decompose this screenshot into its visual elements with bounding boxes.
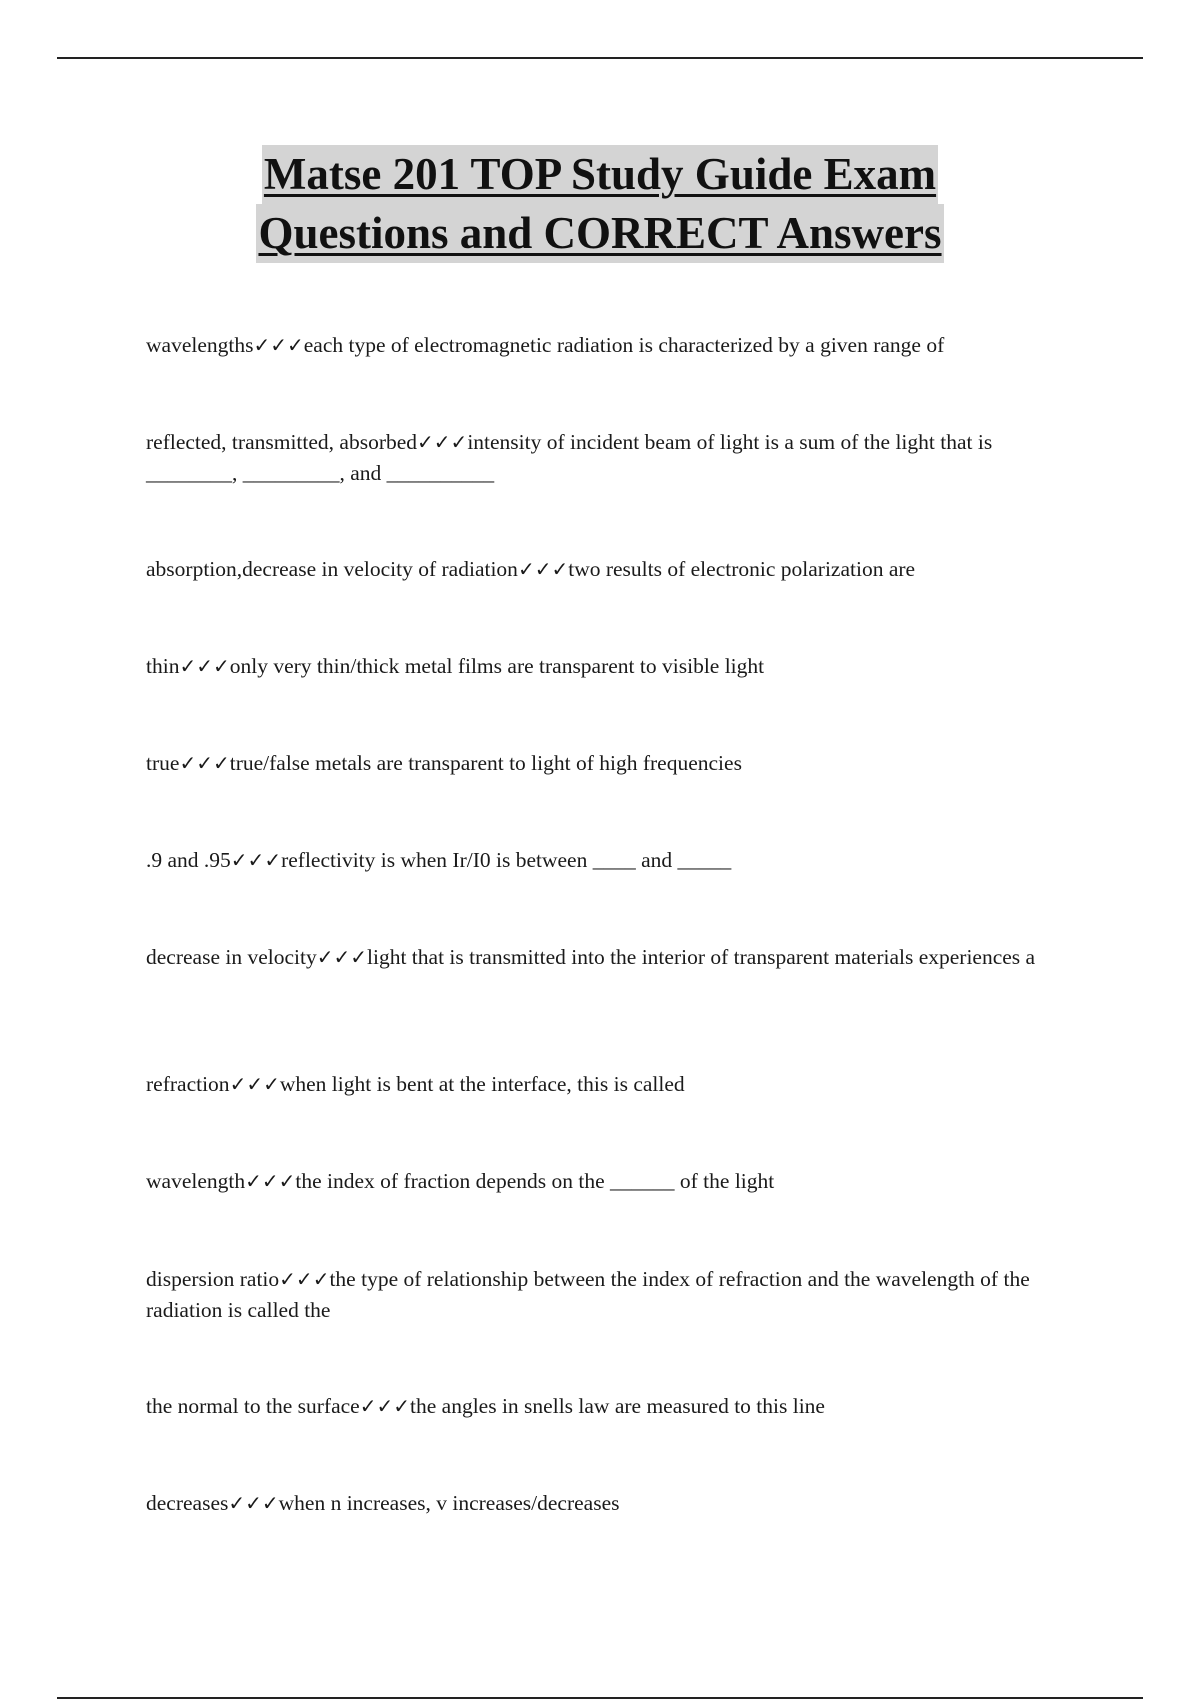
qa-entry: [146, 845, 1066, 876]
question-text: when n increases, v increases/decreases: [278, 1491, 620, 1515]
answer-text: .9 and .95: [146, 848, 231, 872]
question-text: intensity of incident beam of light is a sum of the light that is ________, _________, and __________: [146, 430, 998, 485]
answer-text: decreases: [146, 1491, 229, 1515]
bottom-rule: [57, 1697, 1143, 1699]
qa-entry: [146, 942, 1066, 973]
question-text: true/false metals are transparent to light of high frequencies: [229, 751, 742, 775]
checkmark-icon: ✓✓✓: [316, 945, 368, 969]
qa-entry: [146, 748, 1066, 779]
question-text: when light is bent at the interface, this is called: [279, 1072, 685, 1096]
answer-text: wavelength: [146, 1169, 246, 1193]
checkmark-icon: ✓✓✓: [253, 333, 304, 357]
answer-text: absorption,decrease in velocity of radiation: [146, 557, 518, 581]
question-text: only very thin/thick metal films are transparent to visible light: [229, 654, 765, 678]
checkmark-icon: ✓✓✓: [417, 430, 468, 454]
checkmark-icon: ✓✓✓: [279, 1267, 330, 1291]
checkmark-icon: ✓✓✓: [245, 1169, 296, 1193]
qa-entry: [146, 1069, 1066, 1100]
title-line-2: Questions and CORRECT Answers: [256, 204, 943, 263]
question-text: the index of fraction depends on the ______ of the light: [295, 1169, 775, 1193]
question-text: each type of electromagnetic radiation is characterized by a given range of: [303, 333, 945, 357]
answer-text: the normal to the surface: [146, 1394, 360, 1418]
answer-text: true: [146, 751, 180, 775]
qa-entry: [146, 427, 1066, 489]
question-text: the angles in snells law are measured to this line: [410, 1394, 825, 1418]
question-text: light that is transmitted into the interior of transparent materials experiences a: [367, 945, 1036, 969]
answer-text: reflected, transmitted, absorbed: [146, 430, 418, 454]
checkmark-icon: ✓✓✓: [359, 1394, 411, 1418]
checkmark-icon: ✓✓✓: [229, 1072, 280, 1096]
checkmark-icon: ✓✓✓: [179, 654, 230, 678]
checkmark-icon: ✓✓✓: [179, 751, 230, 775]
answer-text: dispersion ratio: [146, 1267, 280, 1291]
qa-entry: [146, 1166, 1066, 1197]
answer-text: wavelengths: [146, 333, 254, 357]
top-rule: [57, 57, 1143, 59]
checkmark-icon: ✓✓✓: [517, 557, 569, 581]
checkmark-icon: ✓✓✓: [228, 1491, 279, 1515]
qa-entry: [146, 1488, 1066, 1519]
question-text: reflectivity is when Ir/I0 is between ____ and _____: [281, 848, 732, 872]
qa-entry: [146, 330, 1066, 361]
answer-text: decrease in velocity: [146, 945, 317, 969]
qa-entry: [146, 554, 1066, 585]
title-line-1: Matse 201 TOP Study Guide Exam: [262, 145, 938, 204]
checkmark-icon: ✓✓✓: [230, 848, 282, 872]
question-text: two results of electronic polarization are: [568, 557, 916, 581]
qa-entry: [146, 651, 1066, 682]
document-title: [0, 145, 1200, 263]
qa-entry: [146, 1264, 1066, 1326]
qa-entry: [146, 1391, 1066, 1422]
answer-text: thin: [146, 654, 180, 678]
answer-text: refraction: [146, 1072, 230, 1096]
question-text: the type of relationship between the index of refraction and the wavelength of the radiation is called the: [146, 1267, 1036, 1322]
